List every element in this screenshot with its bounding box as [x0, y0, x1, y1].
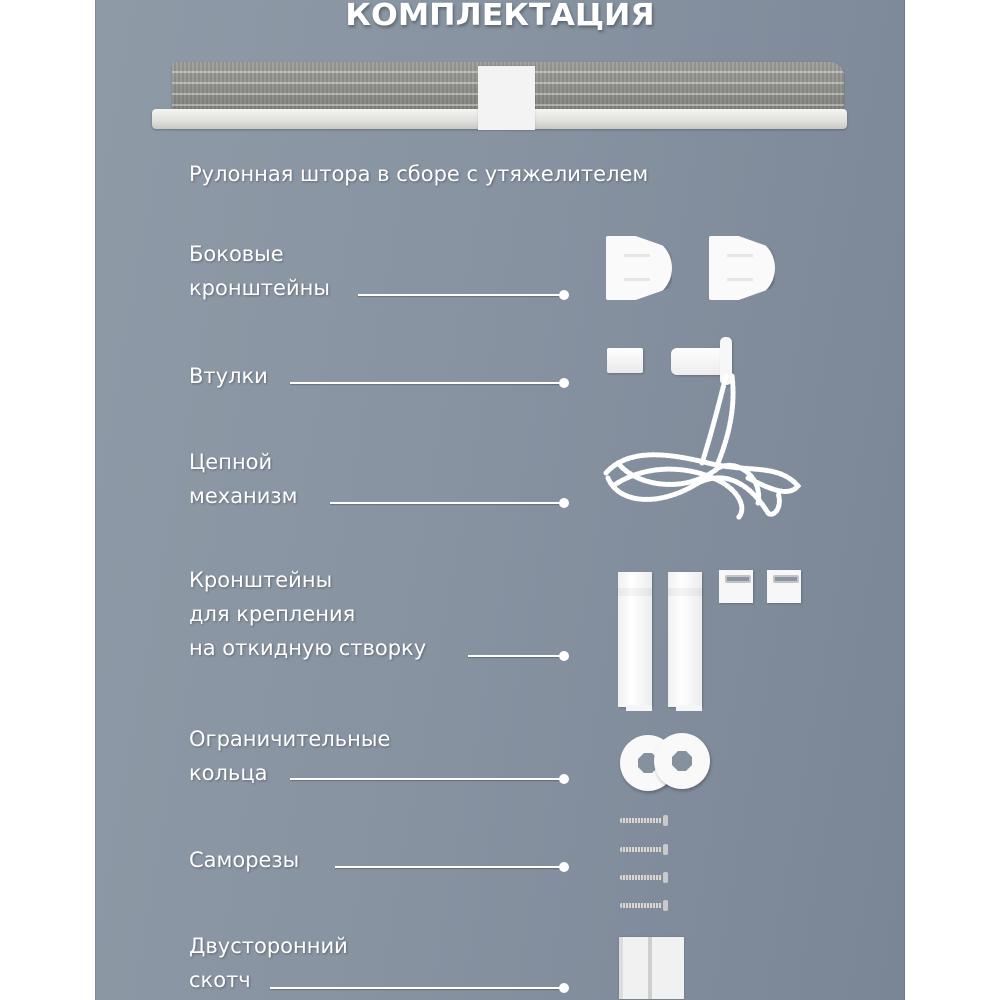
side-bracket-icon	[606, 236, 672, 300]
screw-icon	[620, 817, 668, 824]
item-label-tape-line1: Двусторонний	[189, 934, 348, 958]
bead-chain-icon	[598, 368, 808, 523]
item-label-rings-line1: Ограничительные	[189, 727, 391, 751]
item-label-chain-line2: механизм	[189, 484, 298, 508]
screw-icon	[620, 874, 668, 881]
item-label-side-brackets-line1: Боковые	[189, 242, 284, 266]
page-title: КОМПЛЕКТАЦИЯ	[345, 0, 655, 33]
item-label-tape-line2: скотч	[189, 968, 251, 992]
leader-line	[358, 294, 565, 296]
leader-line	[290, 382, 565, 384]
leader-line	[468, 655, 565, 657]
leader-line	[290, 778, 565, 780]
screw-icon	[620, 846, 668, 853]
tilt-sash-bracket-icon	[618, 572, 652, 707]
screw-icon	[620, 902, 668, 909]
item-label-side-brackets-line2: кронштейны	[189, 276, 330, 300]
tilt-sash-clip-icon	[719, 570, 753, 603]
item-label-bushings: Втулки	[189, 364, 268, 388]
item-label-screws: Саморезы	[189, 848, 300, 872]
stop-ring-icon	[654, 733, 710, 789]
item-label-sash-brackets-line2: для крепления	[189, 602, 356, 626]
side-bracket-icon	[709, 236, 775, 300]
leader-line	[335, 866, 565, 868]
item-label-rings-line2: кольца	[189, 761, 268, 785]
item-label-sash-brackets-line3: на откидную створку	[189, 636, 427, 660]
item-label-sash-brackets-line1: Кронштейны	[189, 568, 333, 592]
leader-line	[330, 502, 565, 504]
double-sided-tape-icon	[619, 937, 684, 999]
tilt-sash-bracket-icon	[668, 572, 702, 707]
item-label-roller-blind: Рулонная штора в сборе с утяжелителем	[189, 162, 649, 186]
leader-line	[270, 987, 565, 989]
item-label-chain-line1: Цепной	[189, 450, 273, 474]
tilt-sash-clip-icon	[767, 570, 801, 603]
